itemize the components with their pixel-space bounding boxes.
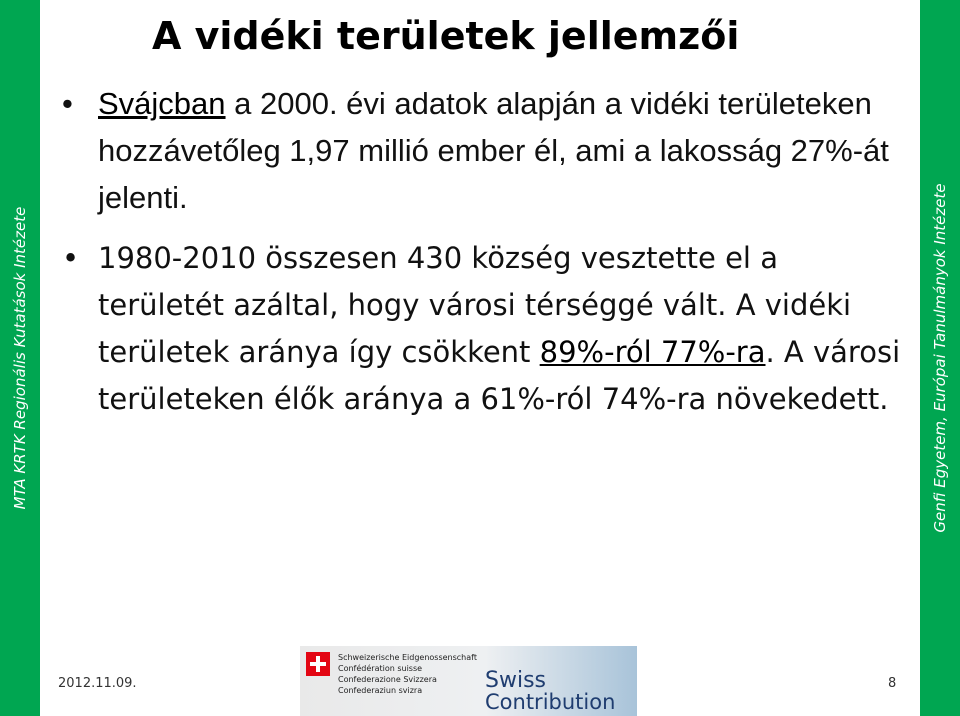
logo-contribution: Contribution (485, 690, 616, 714)
bullet-item (62, 235, 912, 423)
swiss-contribution-logo (300, 646, 637, 716)
right-sidebar-text: Genfi Egyetem, Európai Tanulmányok Intézete (931, 183, 949, 533)
confederation-line: Confédération suisse (338, 664, 423, 673)
bullet-item (62, 80, 912, 221)
confederation-line: Schweizerische Eidgenossenschaft (338, 653, 477, 662)
highlight-percentage: 89%-ról 77%-ra (539, 335, 766, 369)
bullet-list (62, 80, 912, 423)
left-sidebar (0, 0, 40, 716)
bullet-icon: • (62, 86, 73, 121)
bullet-text-end: . A városi területeken élők aránya a 61%-ról 74%-ra növekedett. (98, 335, 901, 416)
confederation-line: Confederaziun svizra (338, 686, 423, 695)
left-sidebar-text: MTA KRTK Regionális Kutatások Intézete (11, 206, 29, 510)
bullet-icon: • (62, 241, 80, 275)
bullet-text: 1980-2010 összesen 430 község vesztette el a területét azáltal, hogy városi térséggé vált. A vidéki területek aránya így csökkent (98, 241, 852, 369)
footer-date: 2012.11.09. (58, 676, 137, 691)
right-sidebar (920, 0, 960, 716)
page-number: 8 (888, 676, 897, 691)
highlight-switzerland: Svájcban (98, 86, 226, 121)
bullet-text: a 2000. évi adatok alapján a vidéki területeken hozzávetőleg 1,97 millió ember él, ami a lakosság 27%-át jelenti. (98, 86, 889, 215)
swiss-flag-icon (306, 652, 330, 676)
logo-swiss: Swiss (485, 668, 546, 693)
confederation-line: Confederazione Svizzera (338, 675, 437, 684)
confederation-names (338, 652, 477, 696)
slide-title: A vidéki területek jellemzői (152, 14, 740, 58)
